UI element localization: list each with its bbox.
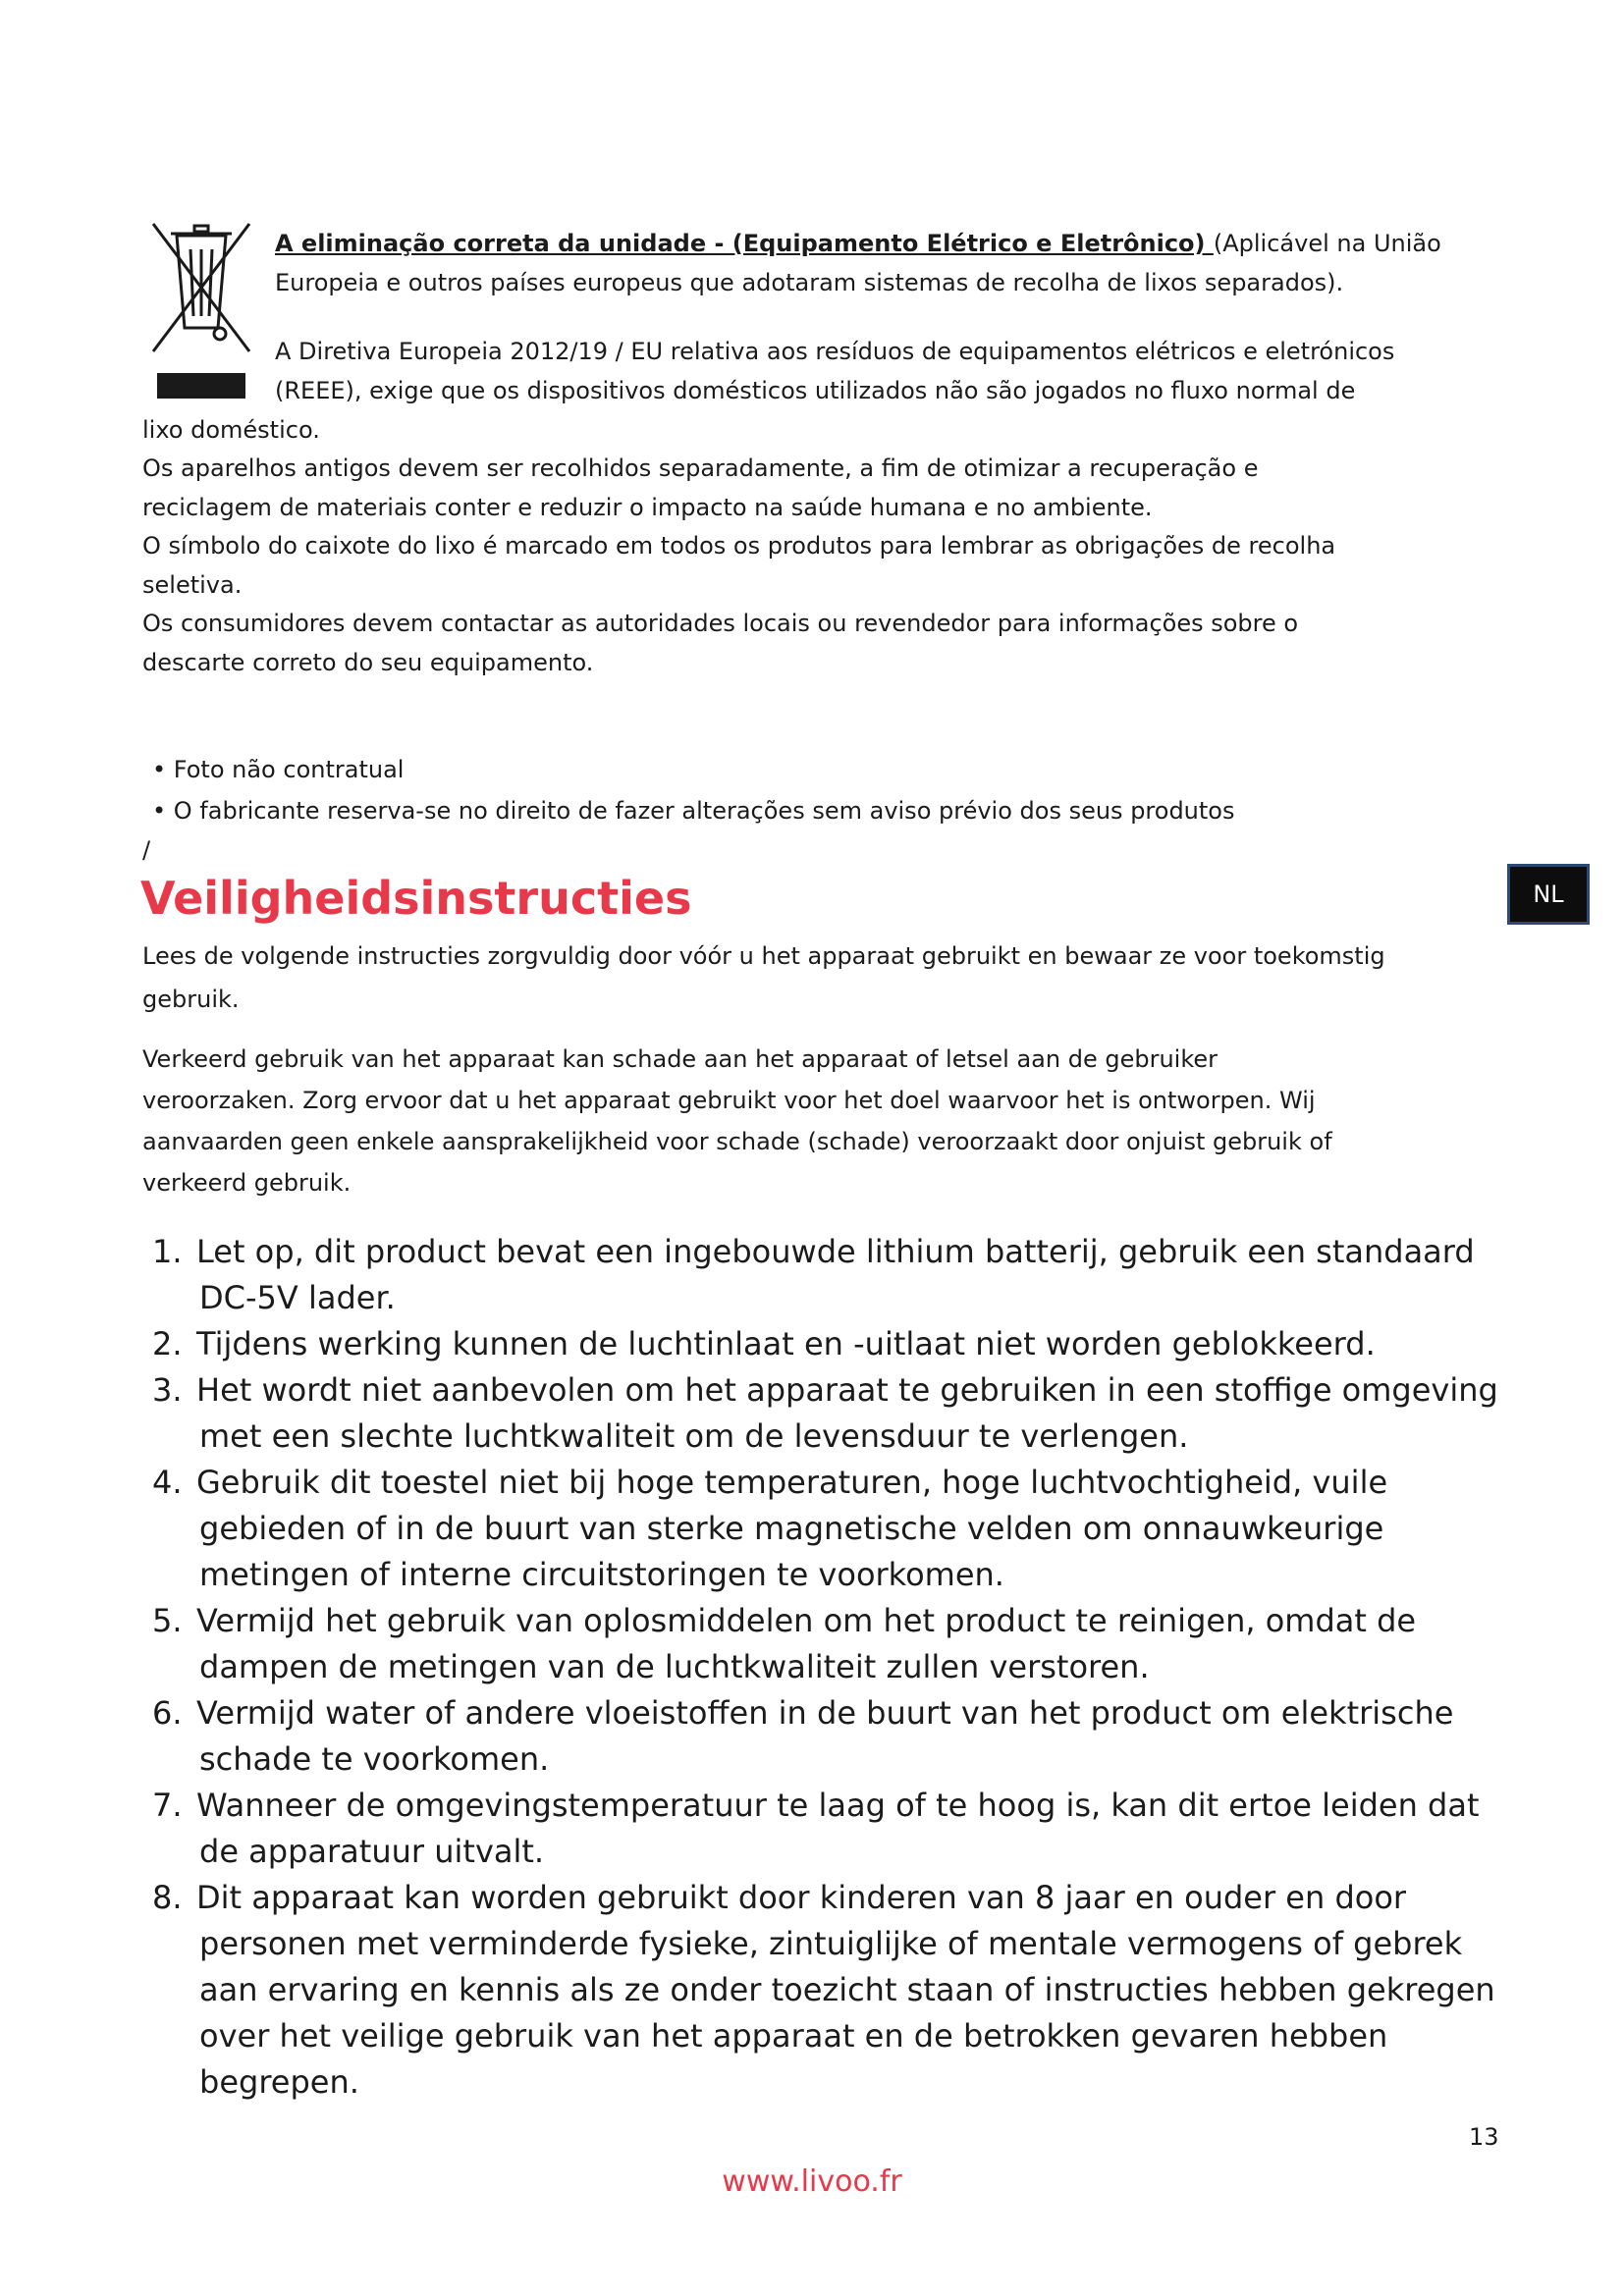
note-manufacturer: • O fabricante reserva-se no direito de fazer alterações sem aviso prévio dos seus produtos [152,797,1235,825]
list-item-text: schade te voorkomen. [199,1740,550,1778]
directive-line-1: A Diretiva Europeia 2012/19 / EU relativa aos resíduos de equipamentos elétricos e eletrónicos [275,338,1395,365]
list-item-text: gebieden of in de buurt van sterke magnetische velden om onnauwkeurige [199,1510,1384,1547]
weee-body-line: lixo doméstico. [142,416,320,444]
weee-body-line: O símbolo do caixote do lixo é marcado em todos os produtos para lembrar as obrigações de recolha [142,532,1336,560]
weee-black-bar [157,373,245,399]
list-item-text: met een slechte luchtkwaliteit om de levensduur te verlengen. [199,1417,1189,1455]
weee-body-line: descarte correto do seu equipamento. [142,649,594,676]
list-item-text: over het veilige gebruik van het apparaat en de betrokken gevaren hebben [199,2017,1388,2055]
list-item-text: Gebruik dit toestel niet bij hoge temperaturen, hoge luchtvochtigheid, vuile [196,1464,1388,1501]
list-number: 4. [152,1464,183,1501]
weee-body-line: seletiva. [142,571,243,599]
list-item-text: Vermijd het gebruik van oplosmiddelen om het product te reinigen, omdat de [196,1602,1417,1639]
list-number: 3. [152,1371,183,1409]
weee-body-line: Os aparelhos antigos devem ser recolhidos separadamente, a fim de otimizar a recuperação e [142,454,1259,482]
section-title: Veiligheidsinstructies [140,872,692,925]
weee-body-line: Os consumidores devem contactar as autoridades locais ou revendedor para informações sobre o [142,610,1299,637]
list-item-text: aan ervaring en kennis als ze onder toezicht staan of instructies hebben gekregen [199,1971,1495,2008]
list-item-text: DC-5V lader. [199,1279,396,1316]
weee-title: A eliminação correta da unidade - (Equipamento Elétrico e Eletrônico) [275,230,1214,257]
weee-body-line: reciclagem de materiais conter e reduzir o impacto na saúde humana e no ambiente. [142,494,1153,521]
list-item-text: Let op, dit product bevat een ingebouwde lithium batterij, gebruik een standaard [196,1233,1475,1270]
intro-line: gebruik. [142,986,240,1013]
crossed-out-bin-icon [147,220,255,357]
list-item-text: metingen of interne circuitstoringen te voorkomen. [199,1556,1004,1593]
list-item-text: de apparatuur uitvalt. [199,1833,545,1870]
weee-line-2: Europeia e outros países europeus que adotaram sistemas de recolha de lixos separados). [275,269,1344,296]
list-number: 1. [152,1233,183,1270]
slash-separator: / [142,836,151,864]
directive-line-2: (REEE), exige que os dispositivos domésticos utilizados não são jogados no fluxo normal de [275,377,1356,404]
list-item-text: Dit apparaat kan worden gebruikt door kinderen van 8 jaar en ouder en door [196,1879,1407,1916]
warning-line: Verkeerd gebruik van het apparaat kan schade aan het apparaat of letsel aan de gebruiker [142,1045,1218,1073]
warning-line: verkeerd gebruik. [142,1169,352,1197]
intro-line: Lees de volgende instructies zorgvuldig door vóór u het apparaat gebruikt en bewaar ze voor toekomstig [142,942,1385,970]
warning-line: aanvaarden geen enkele aansprakelijkheid voor schade (schade) veroorzaakt door onjuist gebruik of [142,1128,1332,1155]
list-number: 6. [152,1694,183,1732]
list-number: 8. [152,1879,183,1916]
weee-title-suffix: (Aplicável na União [1213,230,1441,257]
warning-line: veroorzaken. Zorg ervoor dat u het apparaat gebruikt voor het doel waarvoor het is ontworpen. Wij [142,1087,1316,1114]
website-link[interactable]: www.livoo.fr [722,2164,902,2199]
list-number: 7. [152,1787,183,1824]
list-item-text: Vermijd water of andere vloeistoffen in de buurt van het product om elektrische [196,1694,1454,1732]
weee-title-line [275,224,1441,263]
list-item-text: dampen de metingen van de luchtkwaliteit zullen verstoren. [199,1648,1150,1685]
language-badge: NL [1507,864,1590,925]
list-number: 5. [152,1602,183,1639]
list-item-text: Tijdens werking kunnen de luchtinlaat en -uitlaat niet worden geblokkeerd. [196,1325,1376,1362]
page-number: 13 [1469,2123,1499,2151]
list-item-text: personen met verminderde fysieke, zintuiglijke of mentale vermogens of gebrek [199,1925,1463,1962]
list-item-text: begrepen. [199,2063,359,2101]
list-number: 2. [152,1325,183,1362]
list-item-text: Het wordt niet aanbevolen om het apparaat te gebruiken in een stoffige omgeving [196,1371,1498,1409]
note-photo: • Foto não contratual [152,756,405,783]
list-item-text: Wanneer de omgevingstemperatuur te laag of te hoog is, kan dit ertoe leiden dat [196,1787,1480,1824]
